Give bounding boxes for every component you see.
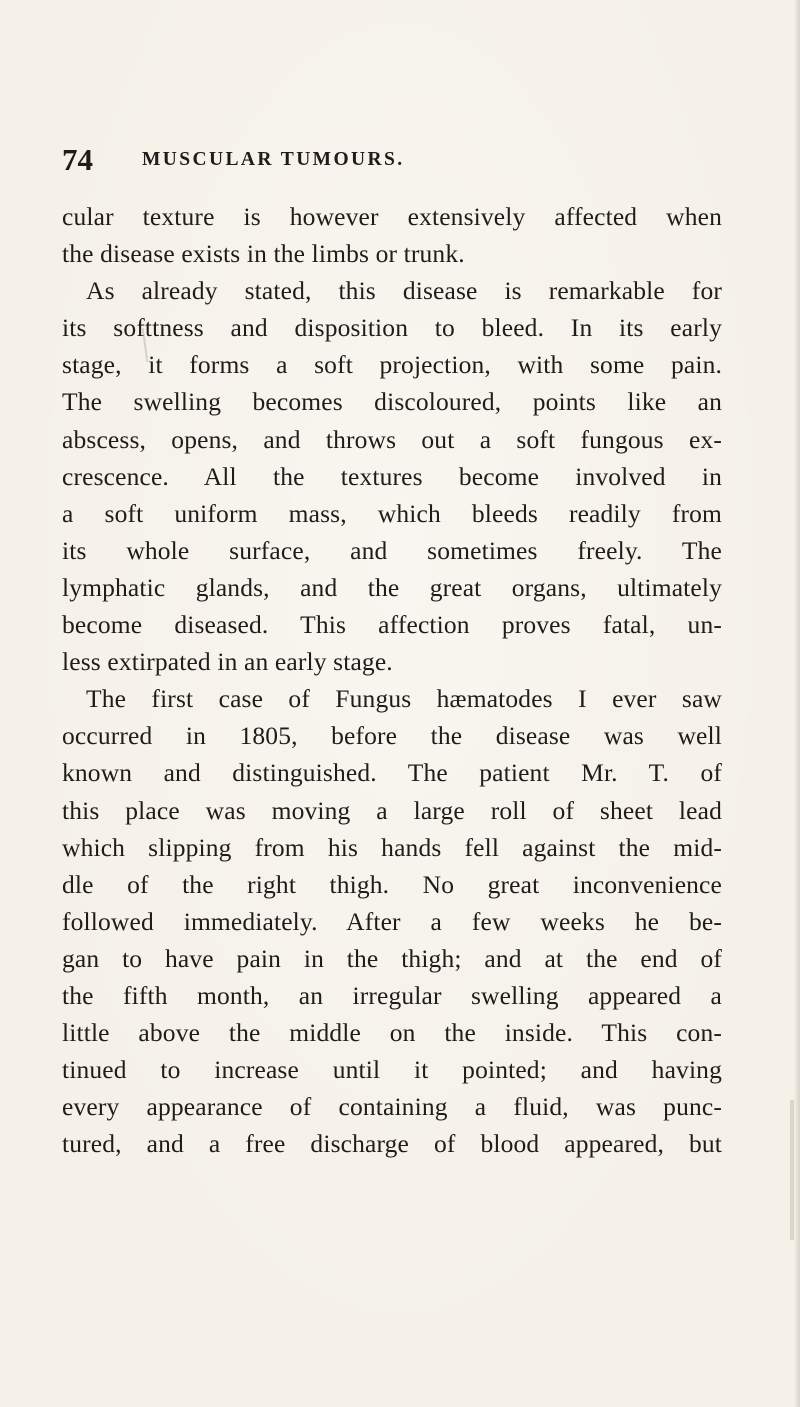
text-line: a soft uniform mass, which bleeds readily from [62,498,722,528]
text-line: tured, and a free discharge of blood appeared, but [62,1129,722,1159]
text-line: The first case of Fungus hæmatodes I ever saw [86,684,722,714]
text-line: become diseased. This affection proves fatal, un- [62,610,722,640]
text-line: every appearance of containing a fluid, was punc- [62,1092,722,1122]
text-line: little above the middle on the inside. This con- [62,1018,722,1048]
paper-stain [790,1100,794,1240]
page-number: 74 [62,142,93,177]
body-text [62,198,722,1162]
text-line: known and distinguished. The patient Mr. T. of [62,758,722,788]
text-line: this place was moving a large roll of sheet lead [62,795,722,825]
text-line: crescence. All the textures become involved in [62,461,722,491]
text-line: its whole surface, and sometimes freely. The [62,535,722,565]
text-line: stage, it forms a soft projection, with some pain. [62,350,722,380]
running-head [62,140,762,180]
text-line: the fifth month, an irregular swelling appeared a [62,980,722,1010]
text-line: followed immediately. After a few weeks he be- [62,906,722,936]
text-line: As already stated, this disease is remarkable for [86,276,722,306]
text-line: gan to have pain in the thigh; and at the end of [62,943,722,973]
text-line: lymphatic glands, and the great organs, ultimately [62,572,722,602]
running-title: MUSCULAR TUMOURS. [142,149,405,170]
text-line: the disease exists in the limbs or trunk. [62,239,465,269]
text-line: occurred in 1805, before the disease was well [62,721,722,751]
text-line: abscess, opens, and throws out a soft fungous ex- [62,424,722,454]
text-line: cular texture is however extensively affected when [62,202,722,231]
text-line: less extirpated in an early stage. [62,647,393,677]
text-line: The swelling becomes discoloured, points like an [62,387,722,417]
text-line: dle of the right thigh. No great inconvenience [62,869,722,899]
text-line: its softtness and disposition to bleed. In its early [62,313,722,343]
text-line: tinued to increase until it pointed; and having [62,1055,722,1085]
page-edge-shadow [794,0,800,1407]
text-line: which slipping from his hands fell against the mid- [62,832,722,862]
